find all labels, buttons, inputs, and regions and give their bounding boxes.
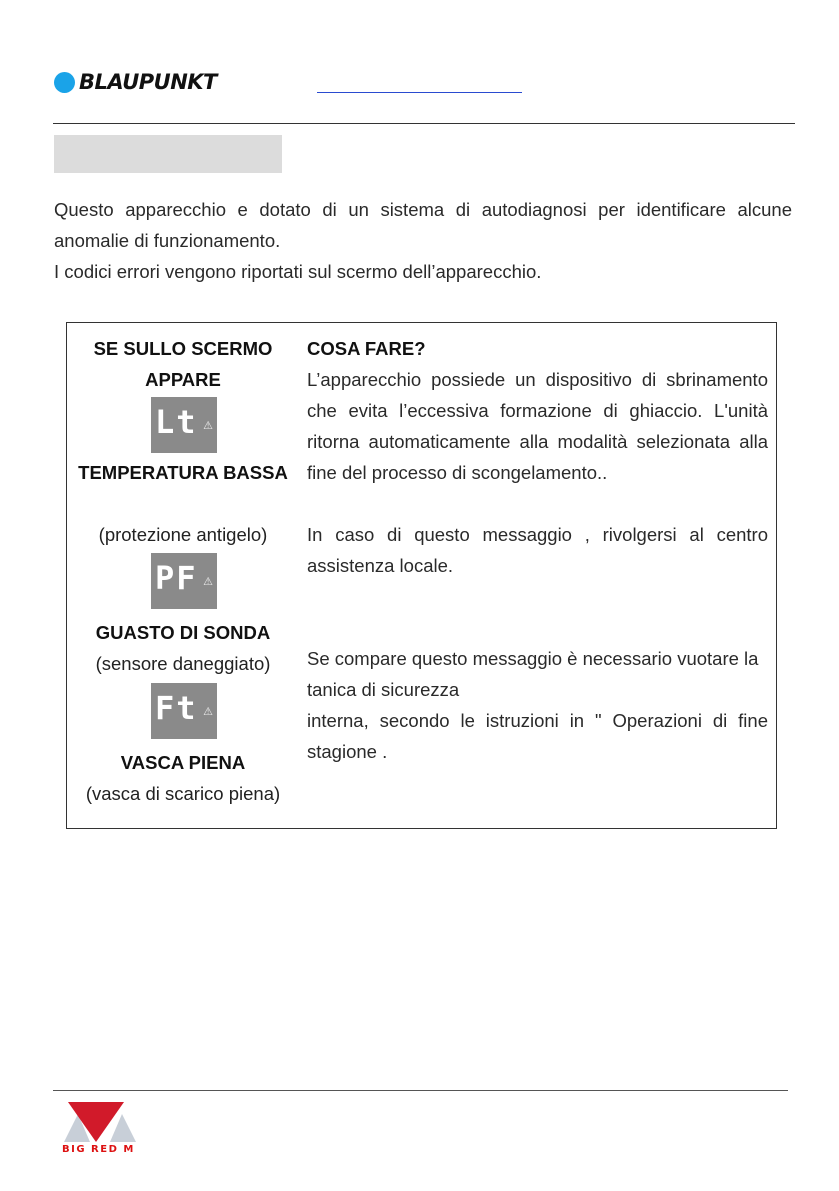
footer-logo-text: BIG RED M [62,1144,135,1155]
left-header: SE SULLO SCERMO APPARE [93,338,273,390]
footer-divider [53,1090,788,1091]
error-title: VASCA PIENA [120,752,246,773]
error-title: TEMPERATURA BASSA [78,462,288,483]
intro-text [54,194,792,287]
display-pf-icon [151,553,217,609]
intro-paragraph: Questo apparecchio e dotato di un sistema di autodiagnosi per identificare alcune anomalie di funzionamento. [54,199,792,251]
warning-icon: ⚠ [203,576,213,588]
action-text: Se compare questo messaggio è necessario vuotare la tanica di sicurezza [307,648,759,700]
actions-column [307,333,768,767]
error-subtitle: (vasca di scarico piena) [85,783,281,804]
action-text: interna, secondo le istruzioni in " Operazioni di fine stagione . [307,710,768,762]
header-divider [53,123,795,124]
display-ft-icon [151,683,217,739]
right-header: COSA FARE? [307,338,426,359]
section-title-box [54,135,282,173]
error-subtitle: (protezione antigelo) [98,524,268,545]
error-code-table [66,322,777,829]
brand-logo [54,70,217,94]
display-code: PF [155,559,198,597]
action-text: In caso di questo messaggio , rivolgersi al centro assistenza locale. [307,524,768,576]
error-title: GUASTO DI SONDA [95,622,271,643]
display-code: Ft [155,689,198,727]
display-lt-icon [151,397,217,453]
intro-paragraph-2: I codici errori vengono riportati sul scermo dell’apparecchio. [54,261,542,282]
display-code: Lt [155,403,198,441]
error-subtitle: (sensore daneggiato) [95,653,271,674]
logo-dot-icon [54,72,75,93]
action-text: L’apparecchio possiede un dispositivo di sbrinamento che evita l’eccessiva formazione di ghiaccio. L'unità ritorna automaticamente alla modalità selezionata alla fine del processo di scongelamento.. [307,369,768,483]
brand-name: BLAUPUNKT [79,70,217,94]
warning-icon: ⚠ [203,706,213,718]
header-link-underline [317,92,522,93]
warning-icon: ⚠ [203,420,213,432]
